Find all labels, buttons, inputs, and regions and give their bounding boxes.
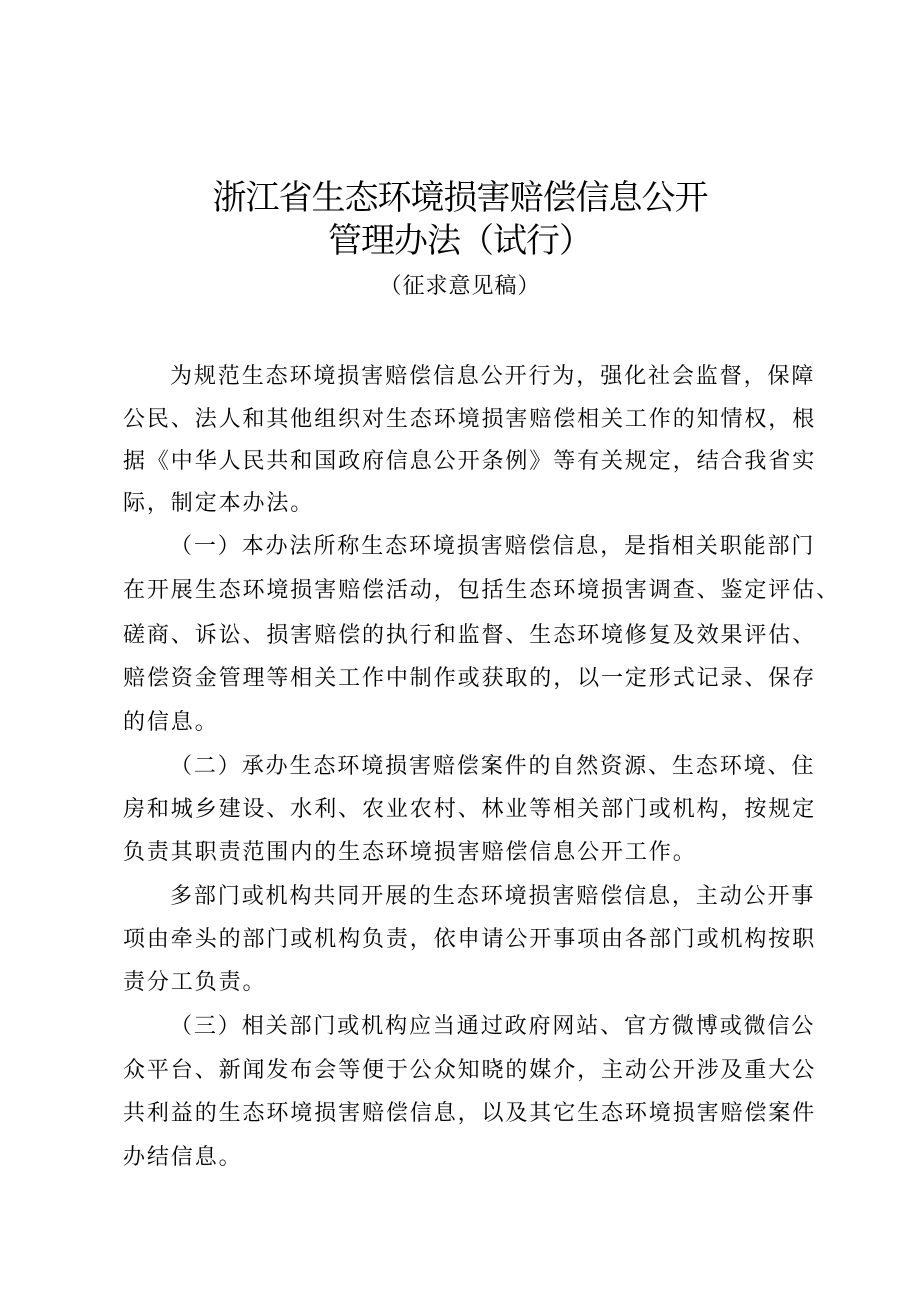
body-line: 办结信息。 bbox=[123, 1145, 243, 1170]
body-line: 为规范生态环境损害赔偿信息公开行为，强化社会监督，保障 bbox=[170, 364, 816, 389]
body-line: 众平台、新闻发布会等便于公众知晓的媒介，主动公开涉及重大公 bbox=[123, 1058, 817, 1083]
body-line: 赔偿资金管理等相关工作中制作或获取的，以一定形式记录、保存 bbox=[123, 666, 817, 691]
body-line: 房和城乡建设、水利、农业农村、林业等相关部门或机构，按规定 bbox=[123, 797, 817, 822]
body-line: （一）本办法所称生态环境损害赔偿信息，是指相关职能部门 bbox=[170, 534, 816, 559]
body-line: （三）相关部门或机构应当通过政府网站、官方微博或微信公 bbox=[170, 1014, 816, 1039]
body-line: 公民、法人和其他组织对生态环境损害赔偿相关工作的知情权，根 bbox=[123, 407, 817, 432]
body-line: 在开展生态环境损害赔偿活动，包括生态环境损害调查、鉴定评估、 bbox=[123, 578, 841, 603]
body-line: 负责其职责范围内的生态环境损害赔偿信息公开工作。 bbox=[123, 840, 697, 865]
body-line: 磋商、诉讼、损害赔偿的执行和监督、生态环境修复及效果评估、 bbox=[123, 623, 817, 648]
body-line: 责分工负责。 bbox=[123, 970, 267, 995]
body-line: 据《中华人民共和国政府信息公开条例》等有关规定，结合我省实 bbox=[123, 449, 817, 474]
document-subtitle: （征求意见稿） bbox=[379, 274, 541, 299]
document-title-line-1: 浙江省生态环境损害赔偿信息公开 bbox=[212, 178, 708, 218]
document-title-line-2: 管理办法（试行） bbox=[328, 221, 592, 261]
body-line: 多部门或机构共同开展的生态环境损害赔偿信息，主动公开事 bbox=[170, 884, 816, 909]
body-line: 共利益的生态环境损害赔偿信息，以及其它生态环境损害赔偿案件 bbox=[123, 1101, 817, 1126]
body-line: 的信息。 bbox=[123, 710, 219, 735]
body-line: 项由牵头的部门或机构负责，依申请公开事项由各部门或机构按职 bbox=[123, 927, 817, 952]
body-line: 际，制定本办法。 bbox=[123, 491, 315, 516]
body-line: （二）承办生态环境损害赔偿案件的自然资源、生态环境、住 bbox=[170, 754, 816, 779]
